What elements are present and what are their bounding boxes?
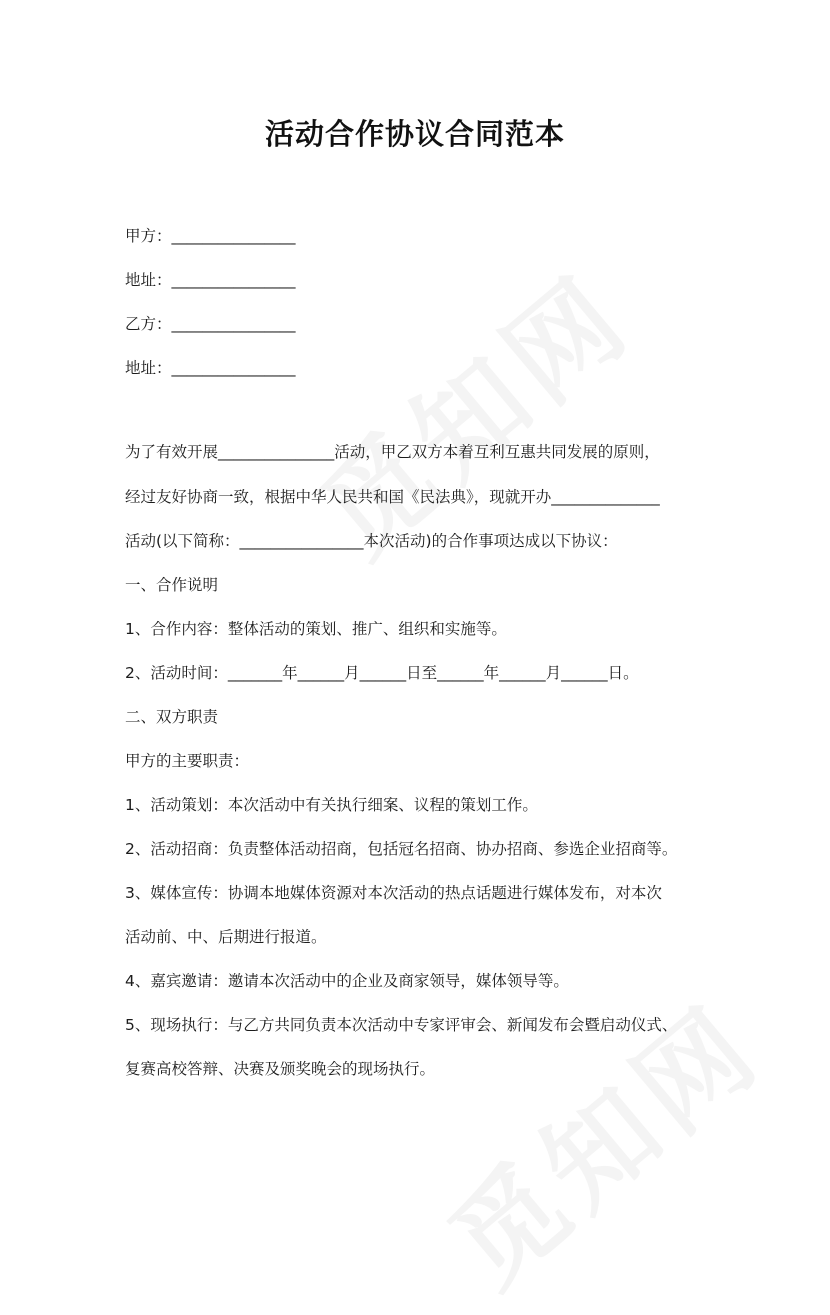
clause-line: 1、活动策划：本次活动中有关执行细案、议程的策划工作。: [125, 796, 538, 814]
clause-line: 1、合作内容：整体活动的策划、推广、组织和实施等。: [125, 620, 507, 638]
party-b-line: 乙方：________________: [125, 315, 296, 333]
party-a-line: 甲方：________________: [125, 227, 296, 245]
clause-line: 活动前、中、后期进行报道。: [125, 928, 327, 946]
document-title: 活动合作协议合同范本: [264, 117, 565, 151]
clause-line: 2、活动招商：负责整体活动招商，包括冠名招商、协办招商、参选企业招商等。: [125, 840, 678, 858]
subheading-party-a-duties: 甲方的主要职责：: [125, 752, 250, 770]
section-heading-cooperation: 一、合作说明: [125, 576, 219, 594]
clause-line: 4、嘉宾邀请：邀请本次活动中的企业及商家领导，媒体领导等。: [125, 972, 569, 990]
party-b-address-line: 地址：________________: [125, 359, 296, 377]
clause-line: 5、现场执行：与乙方共同负责本次活动中专家评审会、新闻发布会暨启动仪式、: [125, 1016, 678, 1034]
body-paragraph-line: 经过友好协商一致，根据中华人民共和国《民法典》，现就开办______________: [125, 488, 660, 506]
body-paragraph-line: 活动(以下简称：________________本次活动)的合作事项达成以下协议：: [125, 532, 618, 550]
body-paragraph-line: 为了有效开展_______________活动，甲乙双方本着互利互惠共同发展的原则，: [125, 443, 660, 461]
party-a-address-line: 地址：________________: [125, 271, 296, 289]
section-heading-duties: 二、双方职责: [125, 708, 219, 726]
clause-line: 2、活动时间：_______年______月______日至______年______月______日。: [125, 664, 639, 682]
clause-line: 3、媒体宣传：协调本地媒体资源对本次活动的热点话题进行媒体发布，对本次: [125, 884, 662, 902]
clause-line: 复赛高校答辩、决赛及颁奖晚会的现场执行。: [125, 1060, 436, 1078]
